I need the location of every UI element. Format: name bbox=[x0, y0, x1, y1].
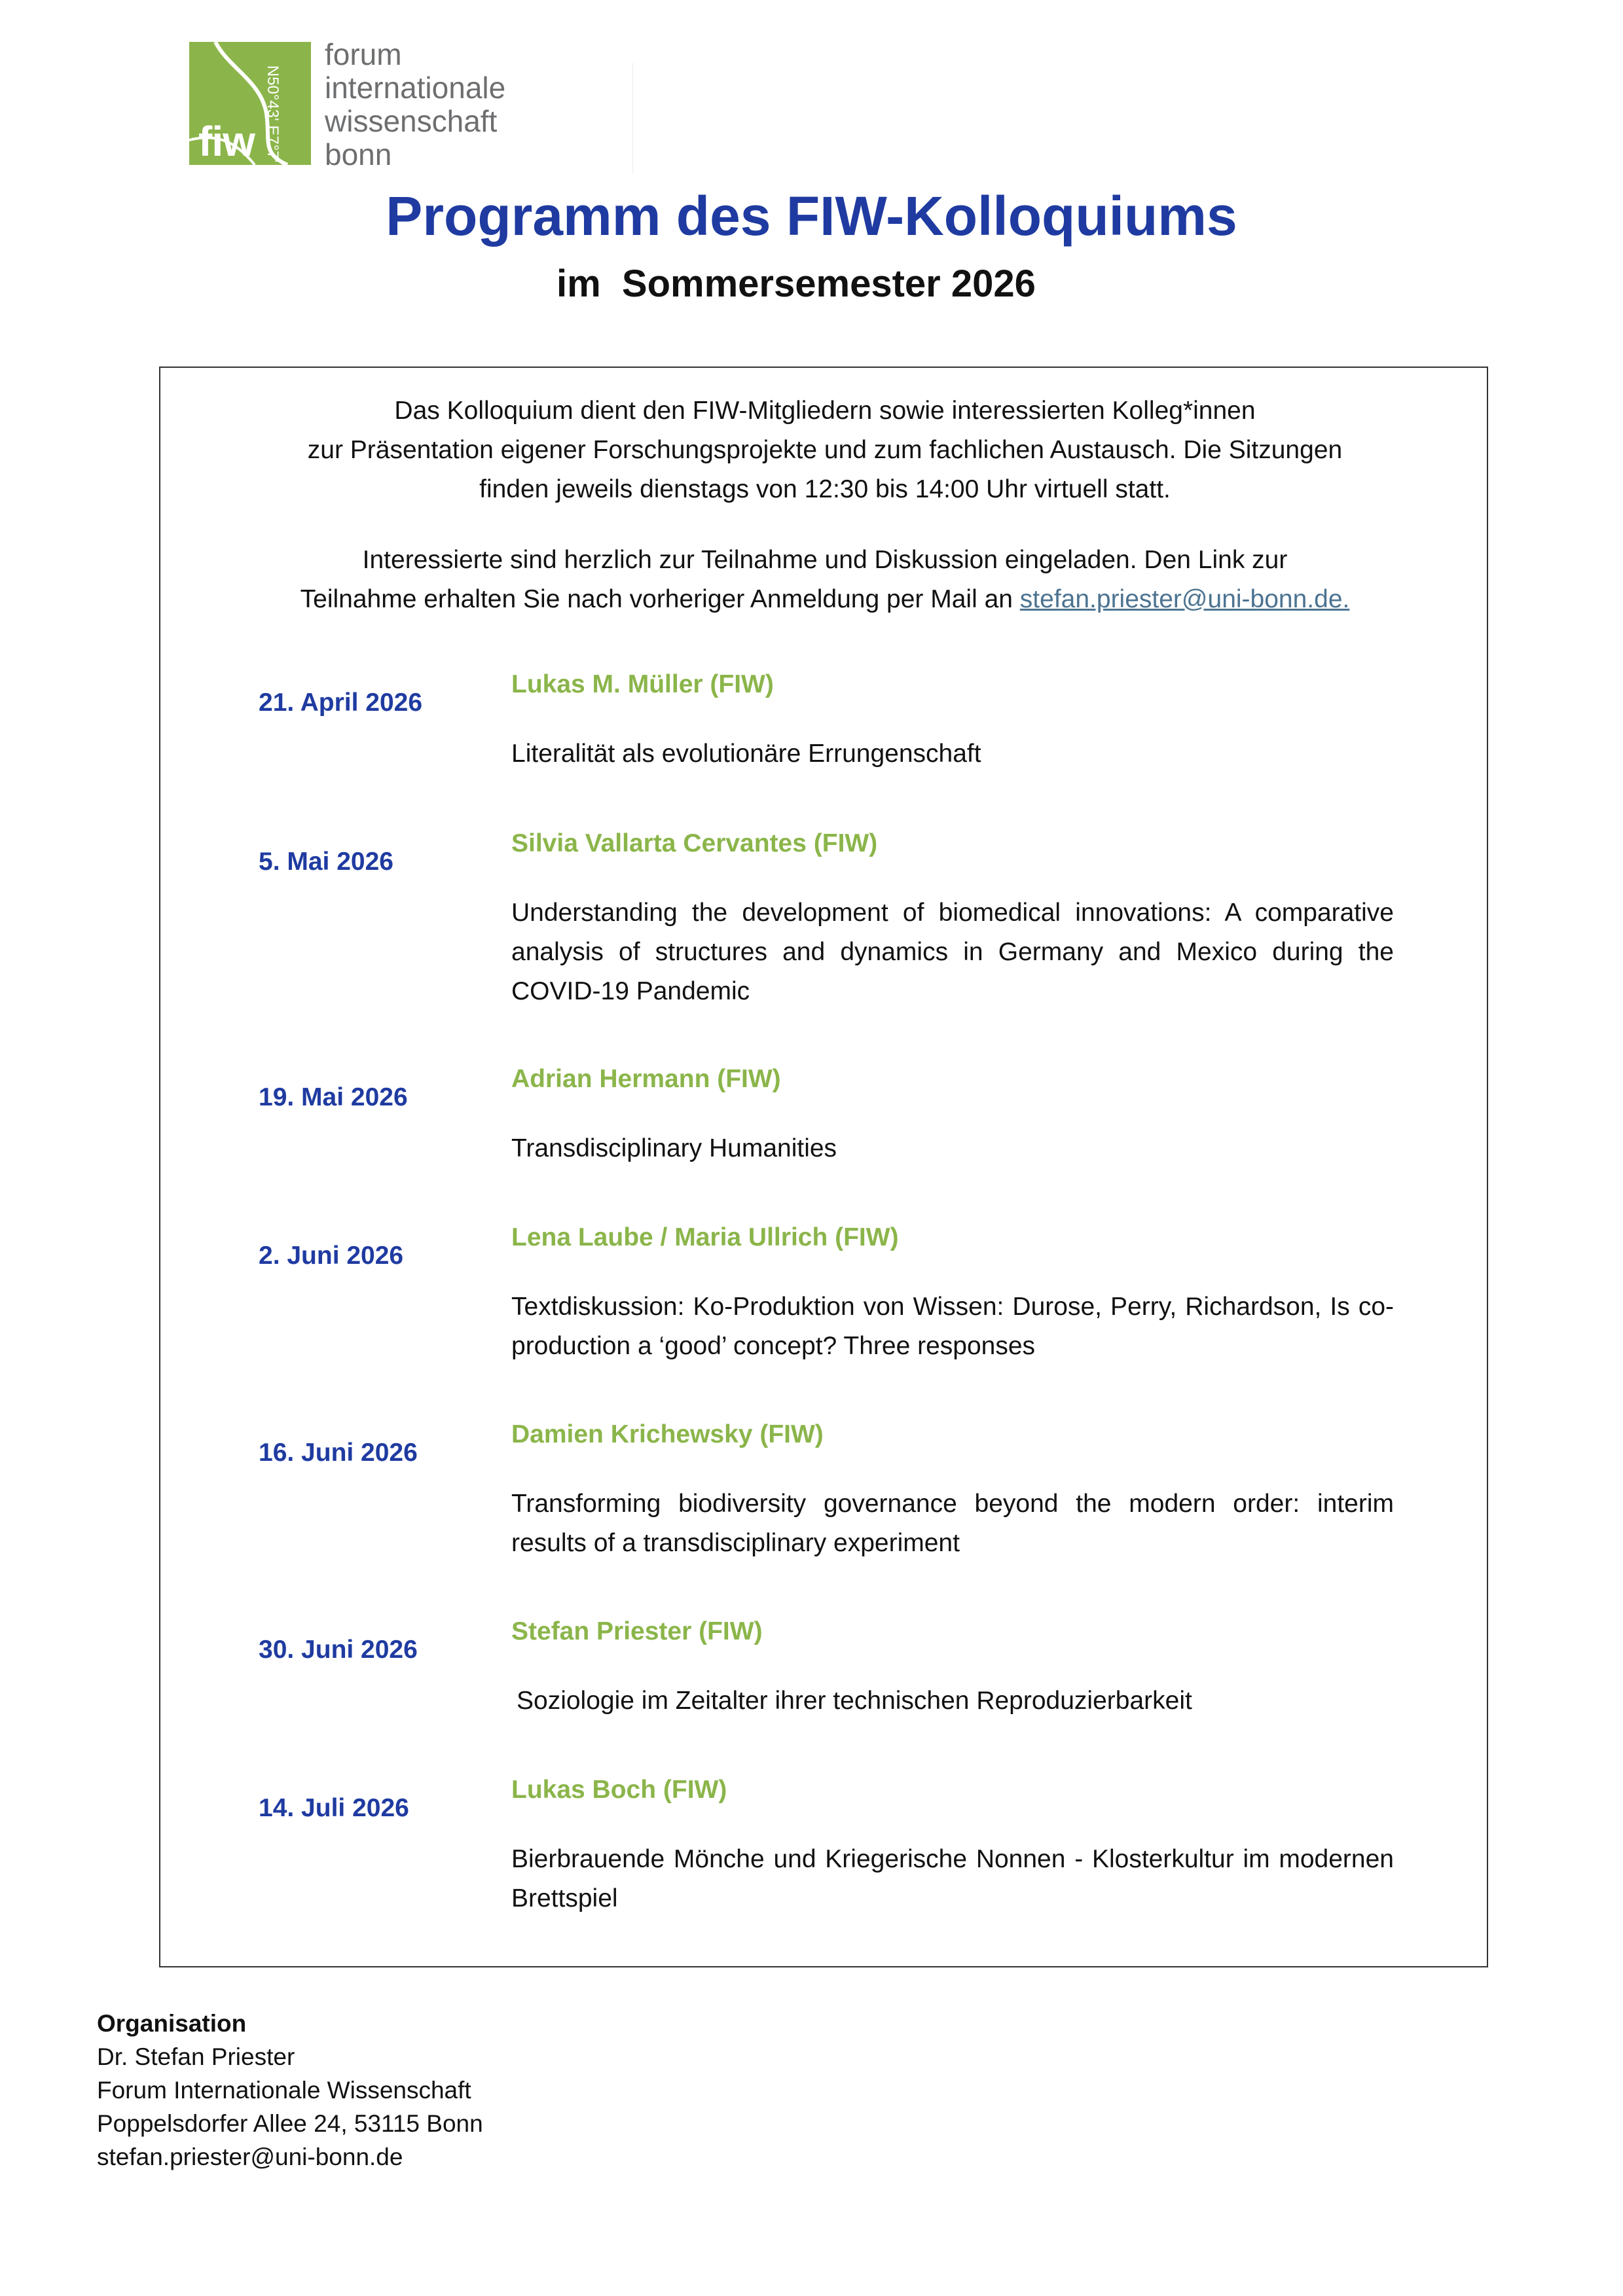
session-speaker: Adrian Hermann (FIW) bbox=[511, 1065, 781, 1093]
logo-abbr: fiw bbox=[198, 118, 255, 165]
session-speaker: Lukas Boch (FIW) bbox=[511, 1776, 727, 1804]
logo-line: forum bbox=[325, 37, 402, 71]
intro-line: zur Präsentation eigener Forschungsprojekte und zum fachlichen Austausch. Die Sitzungen bbox=[307, 436, 1343, 464]
session-speaker: Damien Krichewsky (FIW) bbox=[511, 1420, 824, 1448]
logo-coordinates: N50°43' E7°7' bbox=[264, 65, 282, 163]
session-date: 21. April 2026 bbox=[259, 689, 423, 717]
session-speaker: Lukas M. Müller (FIW) bbox=[511, 670, 774, 698]
page-title: Programm des FIW-Kolloquiums bbox=[386, 185, 1237, 247]
logo-line: internationale bbox=[325, 71, 506, 105]
session-title: Transdisciplinary Humanities bbox=[511, 1134, 837, 1162]
session-title: Bierbrauende Mönche und Kriegerische Nonnen - Klosterkultur im modernen Brettspiel bbox=[511, 1845, 1394, 1912]
session-title: Literalität als evolutionäre Errungenschaft bbox=[511, 740, 981, 768]
organisation-email[interactable]: stefan.priester@uni-bonn.de bbox=[97, 2144, 403, 2170]
session-speaker: Lena Laube / Maria Ullrich (FIW) bbox=[511, 1223, 899, 1251]
intro-text: Teilnahme erhalten Sie nach vorheriger Anmeldung per Mail an bbox=[300, 585, 1020, 613]
session-speaker: Stefan Priester (FIW) bbox=[511, 1617, 763, 1645]
session-title: Understanding the development of biomedical innovations: A comparative analysis of structures and dynamics in Germany and Mexico during the COVID-19 Pandemic bbox=[511, 899, 1394, 1005]
organisation-line: Poppelsdorfer Allee 24, 53115 Bonn bbox=[97, 2110, 483, 2137]
intro-line: Interessierte sind herzlich zur Teilnahme und Diskussion eingeladen. Den Link zur bbox=[362, 546, 1288, 574]
organisation-line: Forum Internationale Wissenschaft bbox=[97, 2077, 471, 2104]
organisation-block bbox=[97, 2007, 483, 2174]
organisation-line: Dr. Stefan Priester bbox=[97, 2043, 295, 2070]
logo-line: bonn bbox=[325, 137, 392, 171]
fiw-logo bbox=[189, 42, 311, 165]
intro-paragraph-2 bbox=[160, 541, 1489, 619]
session-date: 19. Mai 2026 bbox=[259, 1083, 408, 1111]
intro-paragraph-1 bbox=[160, 391, 1489, 509]
session-date: 5. Mai 2026 bbox=[259, 848, 393, 876]
session-speaker: Silvia Vallarta Cervantes (FIW) bbox=[511, 829, 878, 857]
session-title: Transforming biodiversity governance beyond the modern order: interim results of a transdisciplinary experiment bbox=[511, 1490, 1394, 1557]
intro-line bbox=[160, 580, 1489, 619]
session-title: Textdiskussion: Ko-Produktion von Wissen: Durose, Perry, Richardson, Is co-production a ‘good’ concept? Three responses bbox=[511, 1293, 1394, 1360]
session-title: Soziologie im Zeitalter ihrer technischen Reproduzierbarkeit bbox=[517, 1687, 1192, 1715]
intro-line: finden jeweils dienstags von 12:30 bis 14:00 Uhr virtuell statt. bbox=[479, 475, 1171, 503]
logo-line: wissenschaft bbox=[325, 104, 498, 138]
email-link[interactable]: stefan.priester@uni-bonn.de. bbox=[1019, 585, 1350, 613]
session-date: 30. Juni 2026 bbox=[259, 1636, 418, 1664]
header-divider bbox=[632, 63, 633, 174]
session-date: 14. Juli 2026 bbox=[259, 1794, 409, 1822]
page-subtitle: im Sommersemester 2026 bbox=[556, 262, 1036, 305]
session-date: 16. Juni 2026 bbox=[259, 1439, 418, 1467]
session-date: 2. Juni 2026 bbox=[259, 1242, 404, 1270]
intro-line: Das Kolloquium dient den FIW-Mitgliedern sowie interessierten Kolleg*innen bbox=[394, 397, 1256, 425]
logo-wordmark bbox=[325, 38, 505, 171]
organisation-heading: Organisation bbox=[97, 2010, 247, 2037]
programme-box bbox=[159, 367, 1488, 1967]
